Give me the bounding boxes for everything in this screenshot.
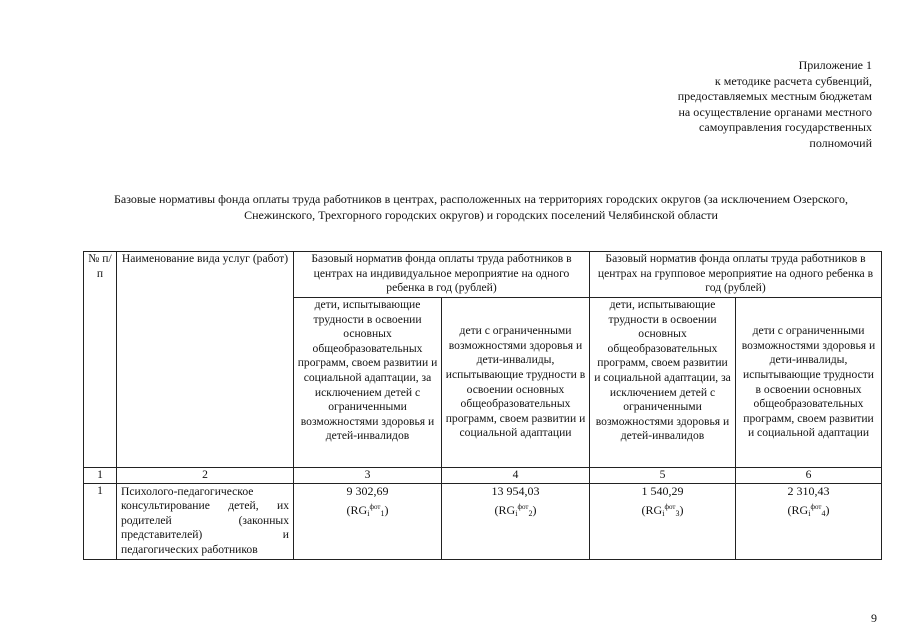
norm-value: 13 954,03 — [491, 483, 540, 498]
column-number: 5 — [590, 468, 736, 484]
norm-formula: $(RG_i^{фот}_1)$ — [346, 502, 389, 518]
column-number: 6 — [736, 468, 882, 484]
table-header-row — [84, 252, 882, 298]
formula-base: RG — [498, 502, 516, 517]
column-number: 3 — [294, 468, 442, 484]
page-number: 9 — [871, 611, 877, 625]
norm-cell — [590, 483, 736, 559]
subheader-group-disabilities: дети с ограниченными возможностями здоровья и дети-инвалиды, испытывающие трудности в освоении основных общеобразовательных программ, своем развитии и социальной адаптации — [736, 298, 882, 468]
formula-subscript: 3 — [675, 508, 680, 518]
formula-index: i — [515, 508, 518, 518]
formula-superscript: фот — [369, 502, 381, 511]
formula-superscript: фот — [517, 502, 529, 511]
header-number: № п/п — [84, 252, 117, 468]
norm-value: 9 302,69 — [346, 483, 389, 498]
formula-index: i — [662, 508, 665, 518]
norm-cell — [294, 483, 442, 559]
formula-base: RG — [350, 502, 368, 517]
appendix-line: на осуществление органами местного — [678, 104, 872, 119]
formula-superscript: фот — [664, 502, 676, 511]
norm-cell — [736, 483, 882, 559]
subheader-individual-disabilities: дети с ограниченными возможностями здоровья и дети-инвалиды, испытывающие трудности в освоении основных общеобразовательных программ, своем развитии и социальной адаптации — [442, 298, 590, 468]
appendix-line: Приложение 1 — [798, 58, 872, 72]
formula-index: i — [367, 508, 370, 518]
header-service-name: Наименование вида услуг (работ) — [117, 252, 294, 468]
norm-value: 2 310,43 — [787, 483, 830, 498]
formula-base: RG — [645, 502, 663, 517]
appendix-note — [678, 58, 872, 151]
table-row — [84, 483, 882, 559]
column-number: 1 — [84, 468, 117, 484]
formula-subscript: 2 — [528, 508, 533, 518]
header-group-norm: Базовый норматив фонда оплаты труда работников в центрах на групповое мероприятие на одного ребенка в год (рублей) — [590, 252, 882, 298]
norm-formula: $(RG_i^{фот}_4)$ — [787, 502, 830, 518]
norm-formula: $(RG_i^{фот}_2)$ — [494, 502, 537, 518]
norms-table — [83, 251, 882, 560]
formula-index: i — [808, 508, 811, 518]
column-number: 2 — [117, 468, 294, 484]
subheader-individual-difficulties: дети, испытывающие трудности в освоении основных общеобразовательных программ, своем развитии и социальной адаптации, за исключением детей с ограниченными возможностями здоровья и детей-инвалидов — [294, 298, 442, 468]
formula-superscript: фот — [810, 502, 822, 511]
formula-base: RG — [791, 502, 809, 517]
norm-cell — [442, 483, 590, 559]
subheader-group-difficulties: дети, испытывающие трудности в освоении основных общеобразовательных программ, своем развитии и социальной адаптации, за исключением детей с ограниченными возможностями здоровья и детей-инвалидов — [590, 298, 736, 468]
service-name: Психолого-педагогическое консультирование детей, их родителей (законных представителей) и педагогических работников — [117, 483, 294, 559]
formula-subscript: 4 — [821, 508, 826, 518]
row-number: 1 — [84, 483, 117, 559]
column-number: 4 — [442, 468, 590, 484]
appendix-line: самоуправления государственных — [698, 120, 872, 134]
appendix-line: к методике расчета субвенций, — [714, 73, 872, 88]
column-number-row — [84, 468, 882, 484]
formula-subscript: 1 — [380, 508, 385, 518]
appendix-line: полномочий — [809, 135, 872, 150]
norm-formula: $(RG_i^{фот}_3)$ — [641, 502, 684, 518]
norm-value: 1 540,29 — [641, 483, 684, 498]
appendix-line: предоставляемых местным бюджетам — [677, 89, 872, 103]
document-heading: Базовые нормативы фонда оплаты труда работников в центрах, расположенных на территориях городских округов (за исключением Озерского, Снежинского, Трехгорного городских округов) и городских поселений Челябинской области — [114, 192, 848, 222]
header-individual-norm: Базовый норматив фонда оплаты труда работников в центрах на индивидуальное мероприятие на одного ребенка в год (рублей) — [294, 252, 590, 298]
